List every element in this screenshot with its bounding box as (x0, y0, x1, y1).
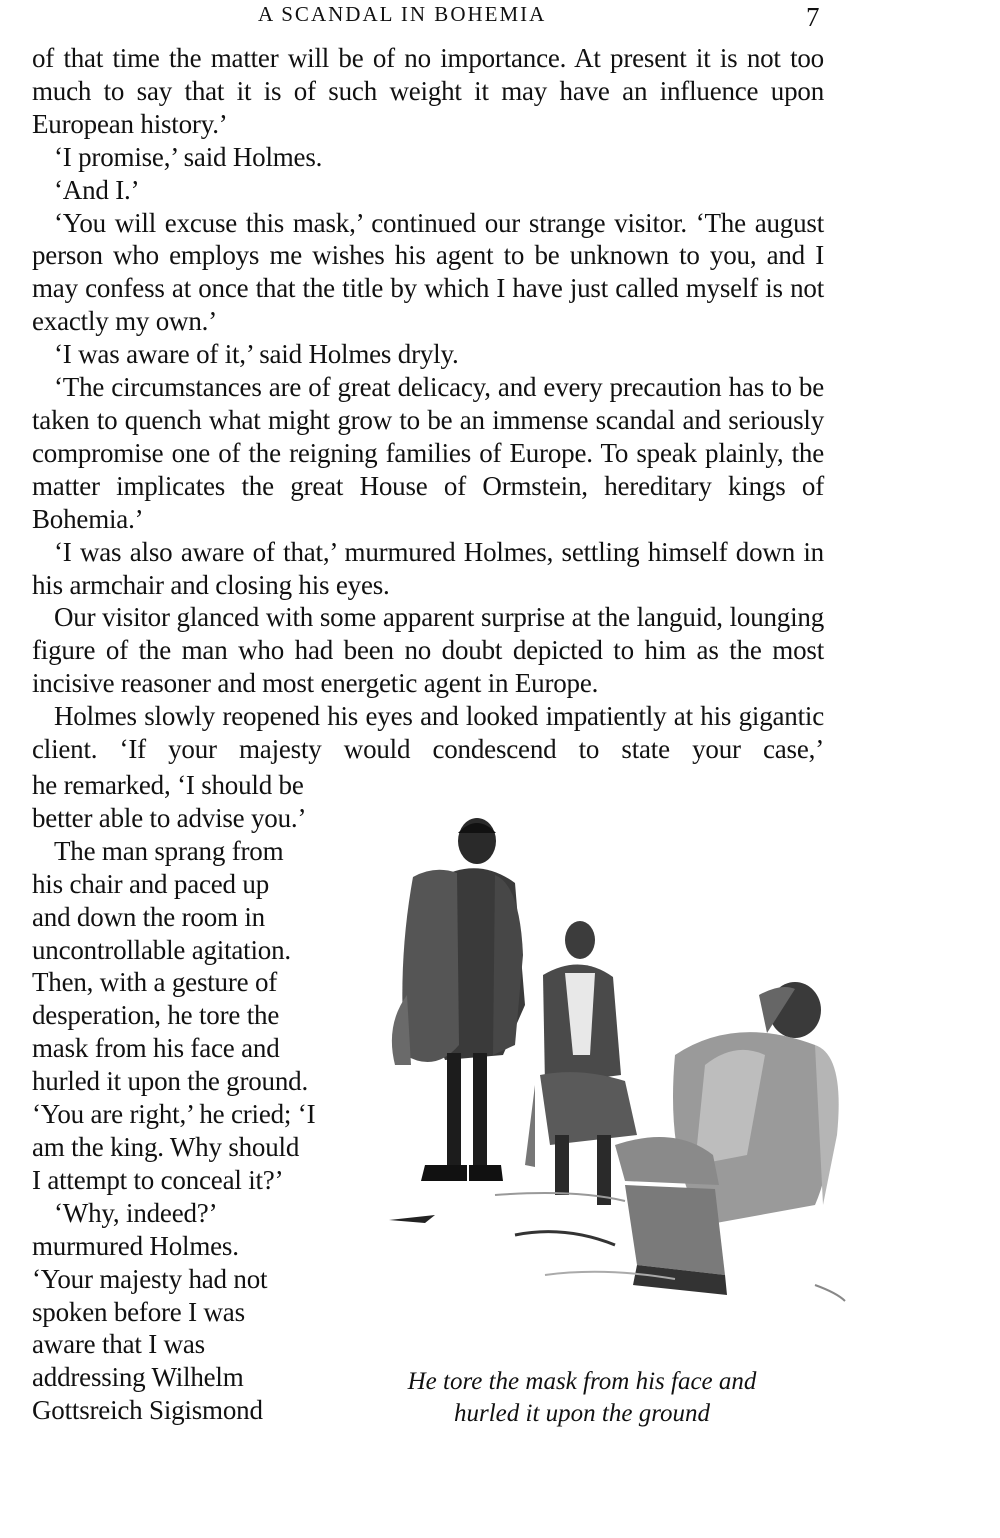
seated-holmes-figure (615, 982, 839, 1295)
text-line: addressing Wilhelm (32, 1362, 244, 1393)
engraving-illustration (375, 805, 865, 1325)
paragraph: ‘I was aware of it,’ said Holmes dryly. (54, 339, 459, 370)
paragraph: ‘And I.’ (54, 174, 140, 205)
text-line: I attempt to conceal it?’ (32, 1164, 284, 1195)
text-line: murmured Holmes. (32, 1230, 239, 1261)
paragraph: ‘I was also aware of that,’ murmured Holmes, settling himself down in his armchair and closing his eyes. (32, 536, 824, 600)
caption-line: He tore the mask from his face and (407, 1368, 757, 1395)
text-line: ‘You are right,’ he cried; ‘I (32, 1099, 316, 1130)
caption-line: hurled it upon the ground (453, 1400, 710, 1427)
page-header (0, 0, 1000, 36)
standing-king-figure (392, 818, 525, 1181)
text-line: spoken before I was (32, 1296, 245, 1327)
paragraph: ‘I promise,’ said Holmes. (54, 141, 323, 172)
body-text (32, 42, 824, 766)
running-head: A SCANDAL IN BOHEMIA (258, 2, 547, 26)
text-line: The man sprang from (54, 835, 284, 866)
paragraph: ‘You will excuse this mask,’ continued our strange visitor. ‘The august person who employs me wishes his agent to be unknown to you, and I may confess at once that the title by which I have just called myself is not exactly my own.’ (32, 207, 824, 337)
text-line: and down the room in (32, 901, 265, 932)
text-line: mask from his face and (32, 1033, 280, 1064)
text-line: am the king. Why should (32, 1131, 300, 1162)
paragraph: ‘The circumstances are of great delicacy, and every precaution has to be taken to quench what might grow to be an immense scandal and seriously compromise one of the reigning families of Europe. To speak plainly, the matter implicates the great House of Ormstein, hereditary kings of Bohemia.’ (32, 372, 824, 534)
illustration-caption (382, 1366, 782, 1430)
text-line: hurled it upon the ground. (32, 1066, 309, 1097)
text-line: aware that I was (32, 1329, 205, 1360)
paragraph: of that time the matter will be of no importance. At present it is not too much to say that it is of such weight it may have an influence upon European history.’ (32, 43, 824, 139)
text-line: ‘Your majesty had not (32, 1263, 268, 1294)
text-line: Gottsreich Sigismond (32, 1395, 263, 1426)
text-line: he remarked, ‘I should be (32, 770, 304, 800)
text-line: uncontrollable agitation. (32, 934, 291, 965)
text-line: Then, with a gesture of (32, 967, 278, 998)
paragraph: Holmes slowly reopened his eyes and looked impatiently at his gigantic client. ‘If your majesty would condescend to state your case,’ (32, 701, 824, 765)
text-line: ‘Why, indeed?’ (54, 1197, 218, 1228)
page-number: 7 (806, 2, 820, 32)
text-line: better able to advise you.’ (32, 802, 307, 833)
narrow-column-text (32, 769, 354, 1427)
paragraph: Our visitor glanced with some apparent surprise at the languid, lounging figure of the man who had been no doubt depicted to him as the most incisive reasoner and most energetic agent in Europe. (32, 602, 824, 699)
text-line: his chair and paced up (32, 868, 270, 899)
text-line: desperation, he tore the (32, 1000, 280, 1031)
illustration (375, 805, 865, 1325)
